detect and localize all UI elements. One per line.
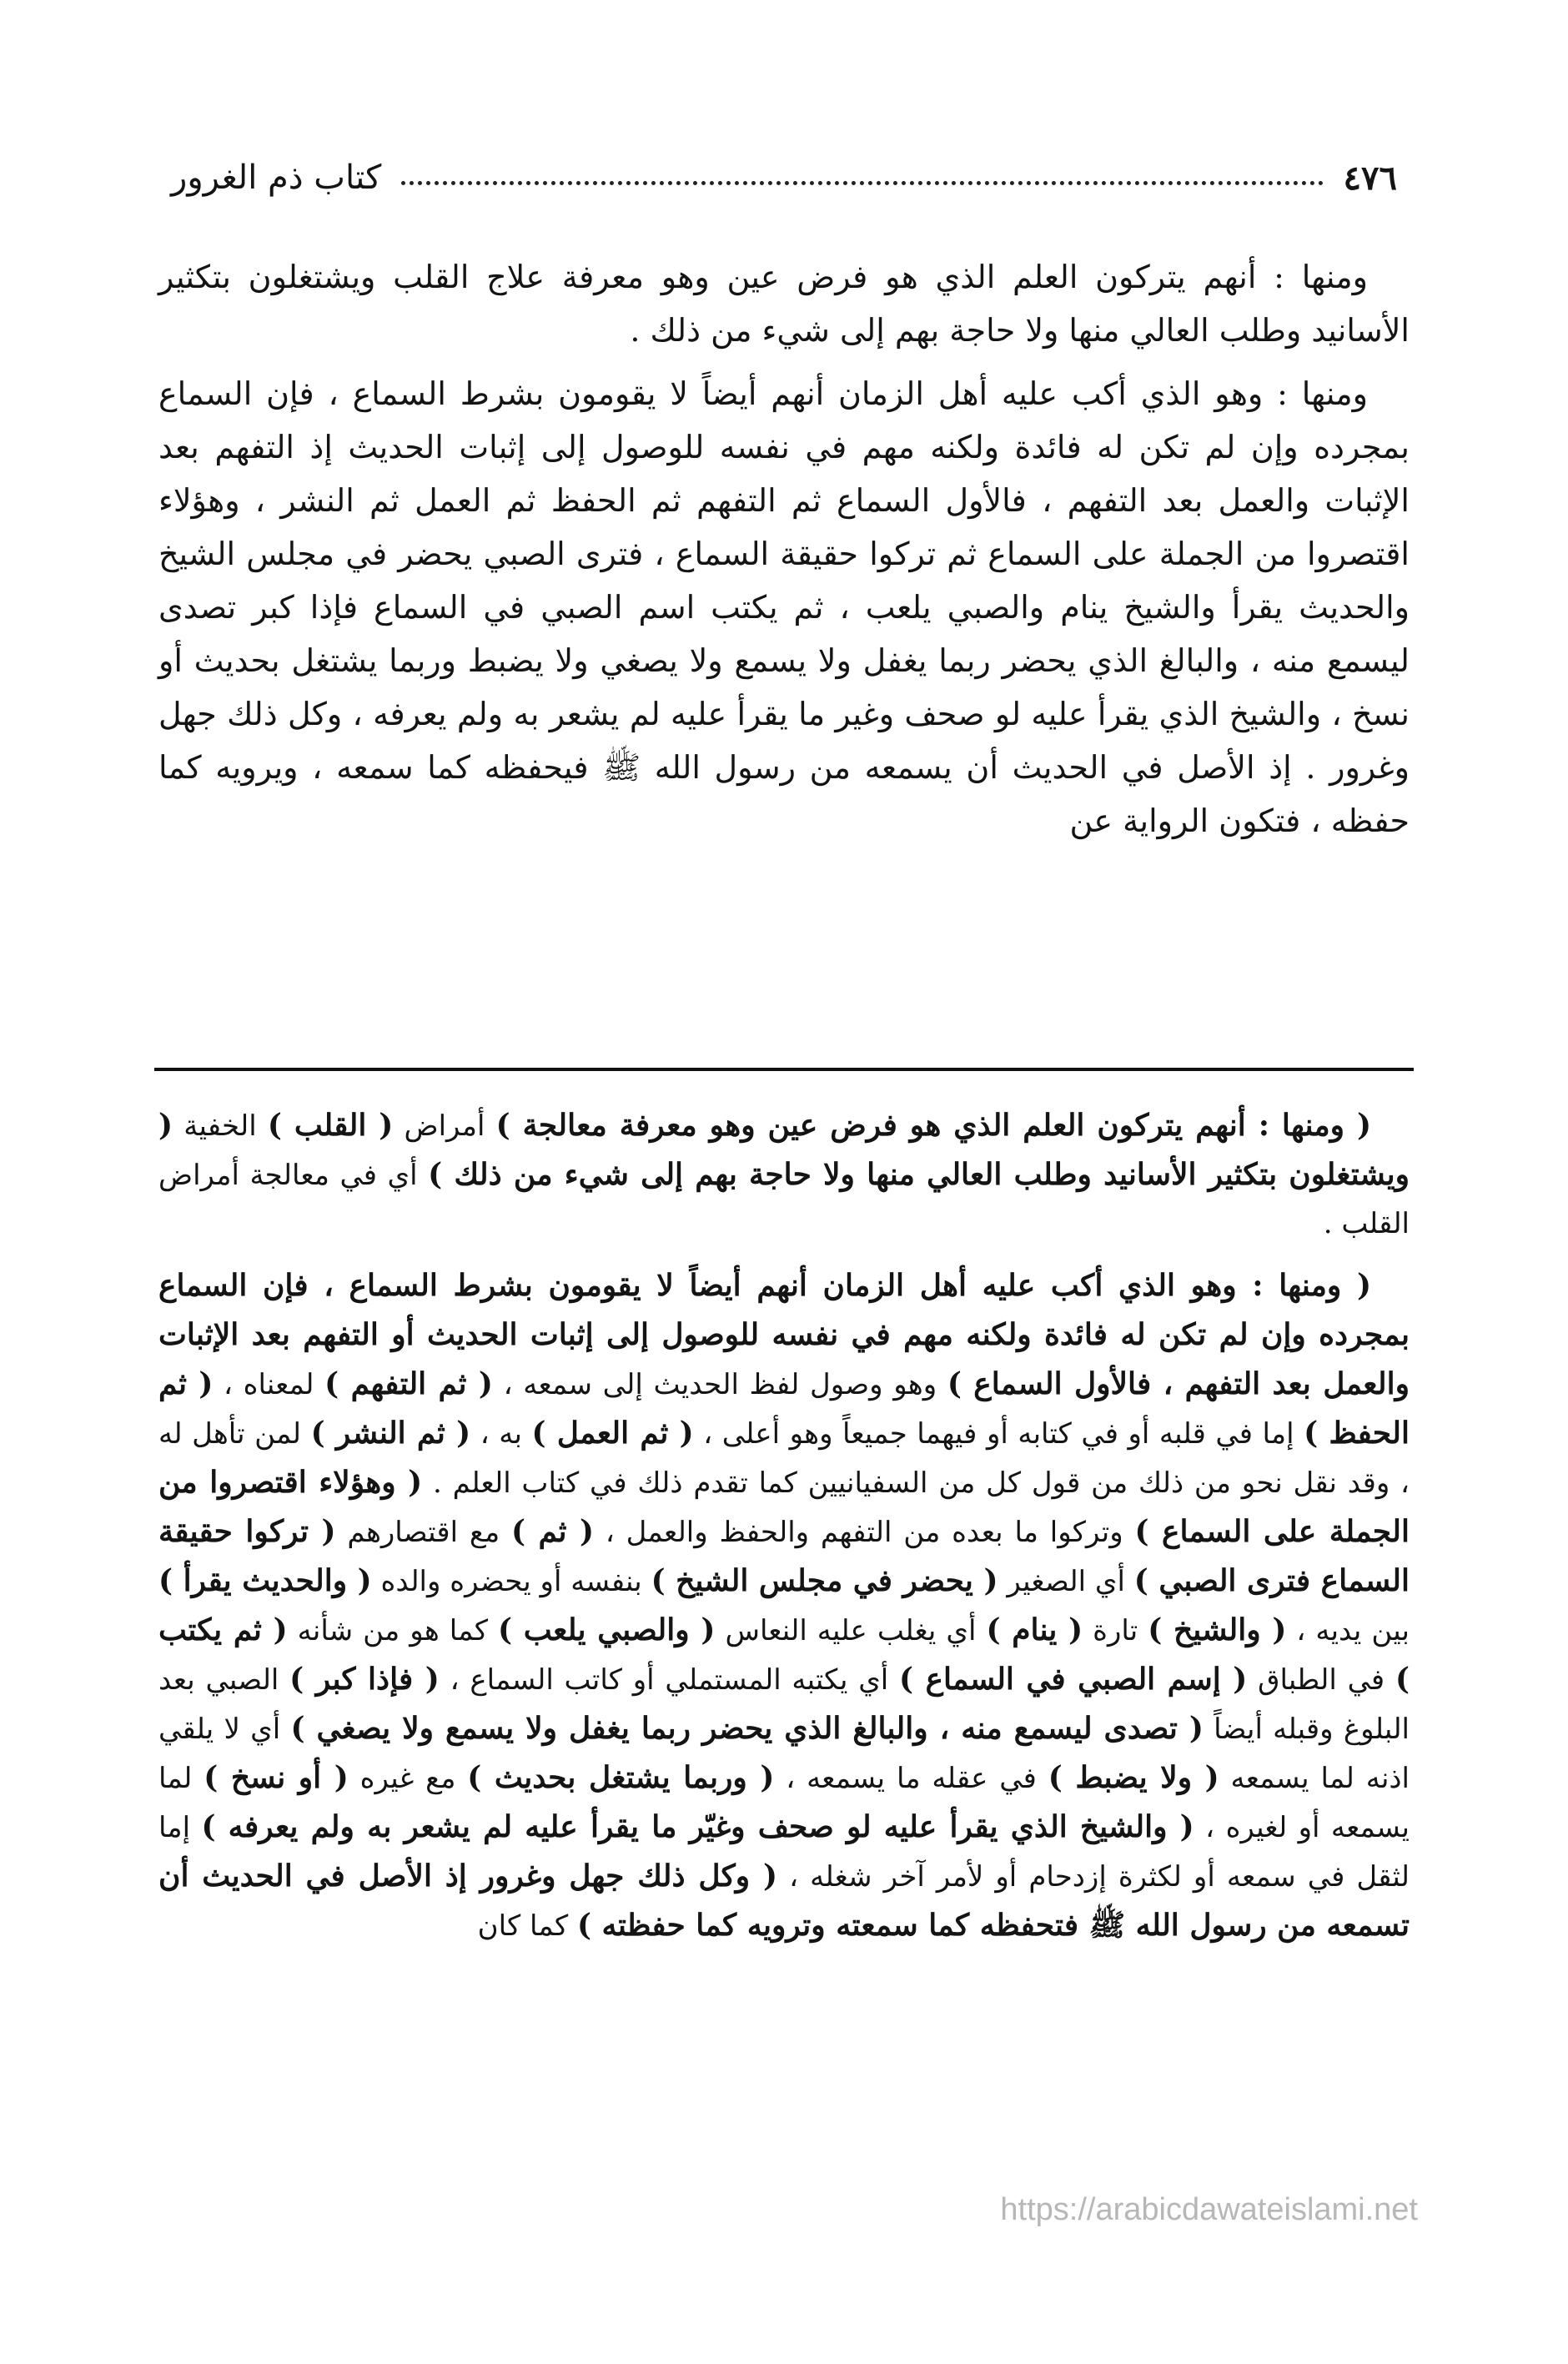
commentary-span: أي لا يلقي اذنه لما يسمعه (158, 1713, 1410, 1795)
commentary-span: الخفية (173, 1109, 268, 1143)
commentary-span: في الطباق (1247, 1663, 1395, 1697)
commentary-span: لمعناه ، (213, 1368, 325, 1401)
quoted-text: ( ومنها : وهو الذي أكب عليه أهل الزمان أنهم أيضاً لا يقومون بشرط السماع ، فإن السماع بمجرده وإن لم تكن له فائدة ولكنه مهم في نفسه للوصول إلى إثبات الحديث أو التفهم بعد الإثبات والعمل بعد التفهم ، فالأول السماع ) (158, 1268, 1410, 1401)
commentary-span: في عقله ما يسمعه ، (774, 1762, 1048, 1795)
main-text-paragraph-2: ومنها : وهو الذي أكب عليه أهل الزمان أنهم أيضاً لا يقومون بشرط السماع ، فإن السماع بمجرده وإن لم تكن له فائدة ولكنه مهم في نفسه للوصول إلى إثبات الحديث إذ التفهم بعد الإثبات والعمل بعد التفهم ، فالأول السماع ثم التفهم ثم الحفظ ثم العمل ثم النشر ، وهؤلاء اقتصروا من الجملة على السماع ثم تركوا حقيقة السماع ، فترى الصبي يحضر في مجلس الشيخ والحديث يقرأ والشيخ ينام والصبي يلعب ، ثم يكتب اسم الصبي في السماع فإذا كبر تصدى ليسمع منه ، والبالغ الذي يحضر ربما يغفل ولا يسمع ولا يصغي ولا يضبط وربما يشتغل بحديث أو نسخ ، والشيخ الذي يقرأ عليه لو صحف وغير ما يقرأ عليه لم يشعر به ولم يعرفه ، وكل ذلك جهل وغرور . إذ الأصل في الحديث أن يسمعه من رسول الله ﷺ فيحفظه كما سمعه ، ويرويه كما حفظه ، فتكون الرواية عن (158, 375, 1410, 839)
commentary-span: لما يسمعه أو لغيره ، (158, 1762, 1410, 1844)
commentary-span: أي في معالجة أمراض القلب . (158, 1159, 1410, 1240)
commentary-span: إما لثقل في سمعه أو لكثرة إزدحام أو لأمر آخر شغله ، (158, 1811, 1410, 1894)
page-number: ٤٧٦ (1343, 158, 1397, 198)
quoted-text: ( يحضر في مجلس الشيخ ) (651, 1563, 998, 1598)
commentary-paragraph-1 (158, 1101, 1410, 1248)
quoted-text: ( والصبي يلعب ) (498, 1612, 716, 1647)
quoted-text: ( ويشتغلون بتكثير الأسانيد وطلب العالي منها ولا حاجة بهم إلى شيء من ذلك ) (158, 1108, 1410, 1192)
commentary-paragraph-2 (158, 1261, 1410, 1950)
page-header (171, 148, 1397, 207)
commentary-span: بين يديه ، (1286, 1614, 1410, 1647)
commentary-span: مع غيره (348, 1762, 468, 1795)
commentary-span: الصبي بعد البلوغ وقبله أيضاً (158, 1663, 1410, 1746)
quoted-text: ( والشيخ الذي يقرأ عليه لو صحف وغيّر ما يقرأ عليه لم يشعر به ولم يعرفه ) (201, 1809, 1194, 1844)
commentary-span: أمراض (393, 1109, 496, 1143)
commentary-span: لمن تأهل له ، وقد نقل نحو من ذلك من قول كل من السفيانيين كما تقدم ذلك في كتاب العلم . (158, 1417, 1410, 1500)
quoted-text: ( تصدى ليسمع منه ، والبالغ الذي يحضر ربما يغفل ولا يسمع ولا يصغي ) (290, 1711, 1204, 1746)
commentary-text (158, 1101, 1410, 1964)
quoted-text: ( ثم العمل ) (531, 1416, 694, 1451)
commentary-span: أي الصغير (998, 1565, 1134, 1598)
text-commentary-divider (154, 1068, 1414, 1071)
quoted-text: ( ومنها : أنهم يتركون العلم الذي هو فرض عين وهو معرفة معالجة ) (495, 1108, 1371, 1143)
quoted-text: ( تركوا حقيقة السماع فترى الصبي ) (158, 1514, 1410, 1598)
commentary-span: وتركوا ما بعده من التفهم والحفظ والعمل ، (594, 1516, 1135, 1549)
quoted-text: ( فإذا كبر ) (289, 1662, 440, 1697)
commentary-span: كما كان (477, 1909, 577, 1943)
commentary-span: به ، (470, 1417, 532, 1451)
quoted-text: ( القلب ) (267, 1108, 394, 1143)
commentary-span: إما في قلبه أو في كتابه أو فيهما جميعاً وهو أعلى ، (693, 1417, 1304, 1451)
commentary-span: بنفسه أو يحضره والده (371, 1565, 651, 1598)
main-text-paragraph-1: ومنها : أنهم يتركون العلم الذي هو فرض عين وهو معرفة علاج القلب ويشتغلون بتكثير الأسانيد وطلب العالي منها ولا حاجة بهم إلى شيء من ذلك . (158, 259, 1410, 349)
quoted-text: ( والشيخ ) (1148, 1612, 1287, 1647)
commentary-span: تارة (1083, 1614, 1148, 1647)
running-title: كتاب ذم الغرور (171, 158, 382, 197)
quoted-text: ( ثم الحفظ ) (158, 1366, 1410, 1451)
quoted-text: ( والحديث يقرأ ) (158, 1563, 372, 1598)
header-dotted-leader (401, 181, 1323, 185)
commentary-span: كما هو من شأنه (287, 1614, 499, 1647)
quoted-text: ( ثم النشر ) (310, 1416, 471, 1451)
quoted-text: ( ينام ) (986, 1612, 1083, 1647)
quoted-text: ( ثم يكتب ) (158, 1612, 1410, 1697)
quoted-text: ( وربما يشتغل بحديث ) (467, 1760, 775, 1795)
quoted-text: ( ولا يضبط ) (1048, 1760, 1219, 1795)
watermark-url: https://arabicdawateislami.net (1000, 2192, 1418, 2227)
quoted-text: ( ثم التفهم ) (324, 1366, 493, 1401)
main-text (158, 250, 1410, 858)
quoted-text: ( وكل ذلك جهل وغرور إذ الأصل في الحديث أن تسمعه من رسول الله ﷺ فتحفظه كما سمعته وترويه كما حفظته ) (158, 1859, 1410, 1943)
commentary-span: مع اقتصارهم (335, 1516, 511, 1549)
quoted-text: ( وهؤلاء اقتصروا من الجملة على السماع ) (158, 1465, 1410, 1549)
quoted-text: ( ثم ) (511, 1514, 595, 1549)
commentary-span: وهو وصول لفظ الحديث إلى سمعه ، (492, 1368, 947, 1401)
quoted-text: ( أو نسخ ) (204, 1760, 349, 1795)
commentary-span: أي يغلب عليه النعاس (715, 1614, 987, 1647)
commentary-span: أي يكتبه المستملي أو كاتب السماع ، (439, 1663, 900, 1697)
quoted-text: ( إسم الصبي في السماع ) (899, 1662, 1248, 1697)
